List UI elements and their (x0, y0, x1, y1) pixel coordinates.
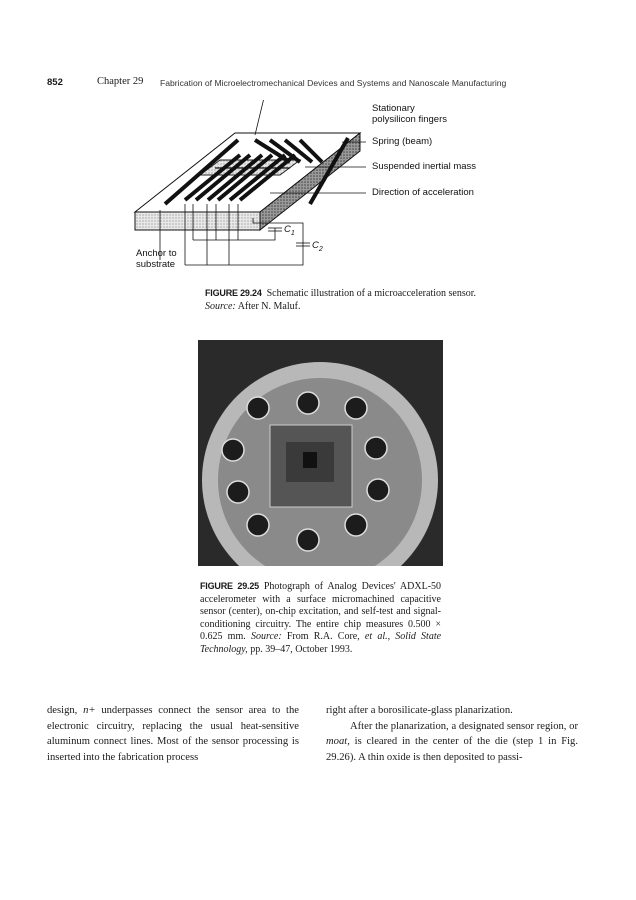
body-right-column: right after a borosilicate-glass planarization. After the planarization, a designated sensor region, or moat, is cleared in the center of the die (step 1 in Fig. 29.26). A thin oxide is then deposited to passi- (326, 705, 578, 763)
label-direction: Direction of acceleration (372, 187, 474, 198)
label-spring: Spring (beam) (372, 136, 433, 147)
page-number: 852 (47, 77, 63, 88)
label-c1: $C_1$ (284, 224, 295, 237)
figure-29-24-caption: FIGURE 29.24 Schematic illustration of a microacceleration sensor. Source: After N. Maluf. (205, 288, 476, 312)
body-left-column: design, n+ underpasses connect the sensor area to the electronic circuitry, replacing the usual heat-sensitive aluminum connect lines. Most of the sensor processing is inserted into the fabrication process (47, 705, 299, 763)
label-inertial-mass: Suspended inertial mass (372, 161, 477, 172)
label-polysilicon-fingers: polysilicon fingers (372, 114, 447, 125)
chapter-label: Chapter 29 (97, 76, 144, 87)
figure-29-25-caption: FIGURE 29.25 Photograph of Analog Devices' ADXL-50 accelerometer with a surface micromachined capacitive sensor (center), on-chip excitation, and self-test and signal-conditioning circuitry. The entire chip measures 0.500 × 0.625 mm. Source: From R.A. Core, et al., Solid State Technology, pp. 39–47, October 1993. (200, 581, 442, 655)
label-anchor-1: Anchor to (136, 248, 177, 259)
chapter-title: Fabrication of Microelectromechanical Devices and Systems and Nanoscale Manufacturing (160, 78, 507, 88)
label-c2: $C_2$ (312, 240, 323, 253)
label-anchor-2: substrate (136, 259, 176, 270)
accelerometer-photo (198, 340, 443, 566)
label-stationary: Stationary (372, 103, 415, 114)
